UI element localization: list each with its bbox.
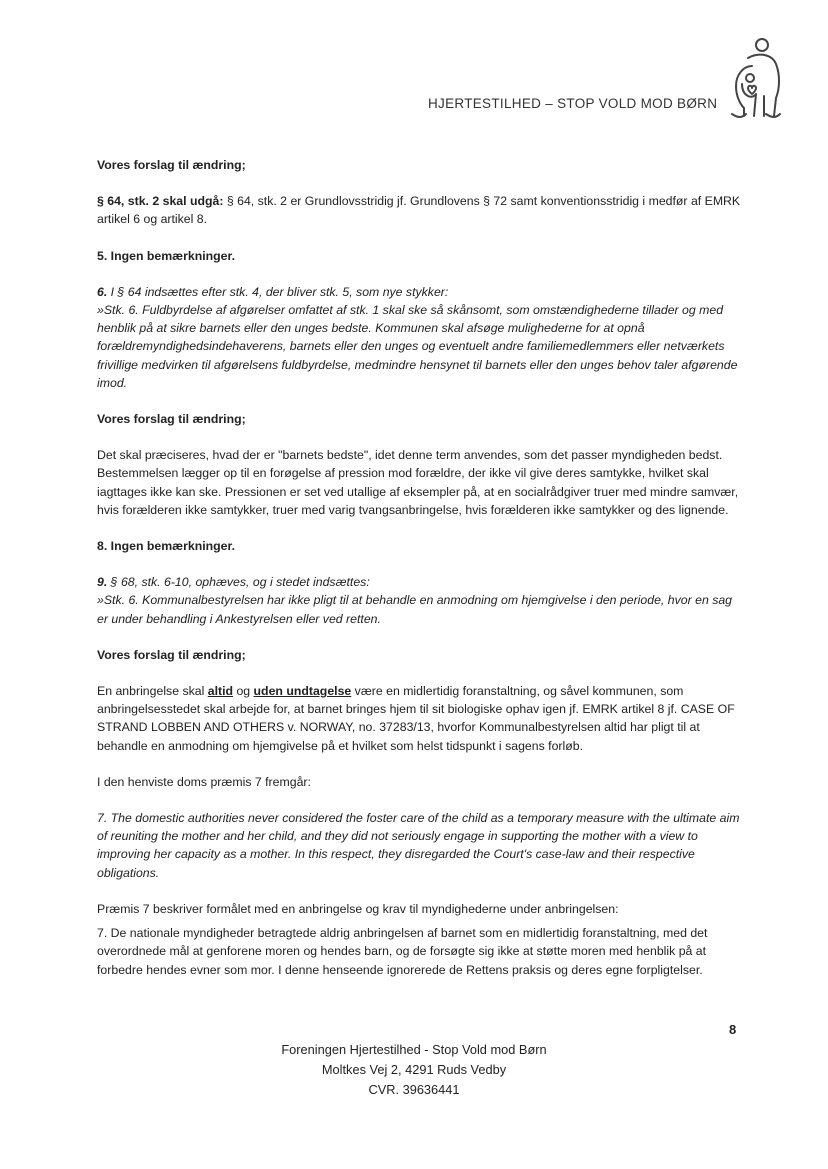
paragraph-lead: § 64, stk. 2 skal udgå: <box>97 194 224 209</box>
paragraph-text: og <box>233 684 254 699</box>
parent-child-heart-icon <box>728 36 784 122</box>
paragraph <box>97 682 742 755</box>
footer-cvr: CVR. 39636441 <box>368 1082 460 1097</box>
section-heading: Vores forslag til ændring; <box>97 647 246 662</box>
page-number: 8 <box>729 1022 737 1037</box>
letter-body <box>97 156 742 979</box>
section-heading: 8. Ingen bemærkninger. <box>97 539 236 554</box>
quoted-judgment: 7. The domestic authorities never considered the foster care of the child as a temporary measure with the ultimate aim of reuniting the mother and her child, and they did not seriously engage in supporting the mother with a view to improving her capacity as a mother. In this respect, they disregarded the Court's case-law and their respective obligations. <box>97 811 740 880</box>
paragraph <box>97 192 742 228</box>
quoted-amendment-text: »Stk. 6. Fuldbyrdelse af afgørelser omfattet af stk. 1 skal ske så skånsomt, som omstændighederne tillader og med henblik på at sikre barnets eller den unges bedste. Kommunen skal afsøge mulighederne for at opnå forældremyndighedsindehaverens, barnets eller den unges og eventuelt andre familiemedlemmers eller netværkets frivillige medvirken til afgørelsens fuldbyrdelse, medmindre hensynet til barnets eller den unges behov taler afgørende imod. <box>97 303 738 390</box>
footer-organization: Foreningen Hjertestilhed - Stop Vold mod Børn <box>281 1042 547 1057</box>
header-title: HJERTESTILHED – STOP VOLD MOD BØRN <box>428 96 718 111</box>
section-heading: 5. Ingen bemærkninger. <box>97 248 236 263</box>
paragraph: I den henviste doms præmis 7 fremgår: <box>97 774 311 789</box>
paragraph: 7. De nationale myndigheder betragtede aldrig anbringelsen af barnet som en midlertidig foranstaltning, med det overordnede mål at genforene moren og hendes barn, og de forsøgte sig ikke at støtte moren med henblik på at forbedre hendes evner som mor. I denne henseende ignorerede de Rettens praksis og deres egne forpligtelser. <box>97 926 708 977</box>
quoted-amendment <box>97 283 742 301</box>
quoted-amendment <box>97 573 742 591</box>
amendment-number: 9. <box>97 575 108 590</box>
amendment-intro: § 68, stk. 6-10, ophæves, og i stedet indsættes: <box>107 575 370 590</box>
section-heading: Vores forslag til ændring; <box>97 412 246 427</box>
amendment-number: 6. <box>97 284 108 299</box>
footer <box>0 1040 828 1100</box>
quoted-amendment-text: »Stk. 6. Kommunalbestyrelsen har ikke pligt til at behandle en anmodning om hjemgivelse i den periode, hvor en sag er under behandling i Ankestyrelsen eller ved retten. <box>97 593 733 626</box>
underlined-emphasis: altid <box>207 684 234 699</box>
paragraph: Præmis 7 beskriver formålet med en anbringelse og krav til myndighederne under anbringelsen: <box>97 901 619 916</box>
paragraph: Det skal præciseres, hvad der er "barnets bedste", idet denne term anvendes, som det passer myndigheden bedst. Bestemmelsen lægger op til en forøgelse af pression mod forældre, der ikke vil give deres samtykke, hvilket skal iagttages ikke kan ske. Pressionen er set ved utallige af eksempler på, at en socialrådgiver truer med mindre samvær, hvis forælderen ikke samtykker, truer med varig tvangsanbringelse, hvis forælderen ikke samtykker og des lignende. <box>97 448 739 517</box>
paragraph-text: være en midlertidig foranstaltning, og såvel kommunen, som anbringelsesstedet skal arbejde for, at barnet bringes hjem til sit biologiske ophav igen jf. EMRK artikel 8 jf. CASE OF STRAND LOBBEN AND OTHERS v. NORWAY, no. 37283/13, hvorfor Kommunalbestyrelsen altid har pligt til at behandle en anmodning om hjemgivelse på et hvilket som helst tidspunkt i sagens forløb. <box>97 684 735 753</box>
footer-address: Moltkes Vej 2, 4291 Ruds Vedby <box>321 1062 507 1077</box>
paragraph-text: § 64, stk. 2 er Grundlovsstridig jf. Grundlovens § 72 samt konventionsstridig i medfør af EMRK artikel 6 og artikel 8. <box>97 194 741 227</box>
underlined-emphasis: uden undtagelse <box>253 684 352 699</box>
paragraph-text: En anbringelse skal <box>97 684 208 699</box>
section-heading: Vores forslag til ændring; <box>97 158 246 172</box>
amendment-intro: I § 64 indsættes efter stk. 4, der bliver stk. 5, som nye stykker: <box>107 284 449 299</box>
